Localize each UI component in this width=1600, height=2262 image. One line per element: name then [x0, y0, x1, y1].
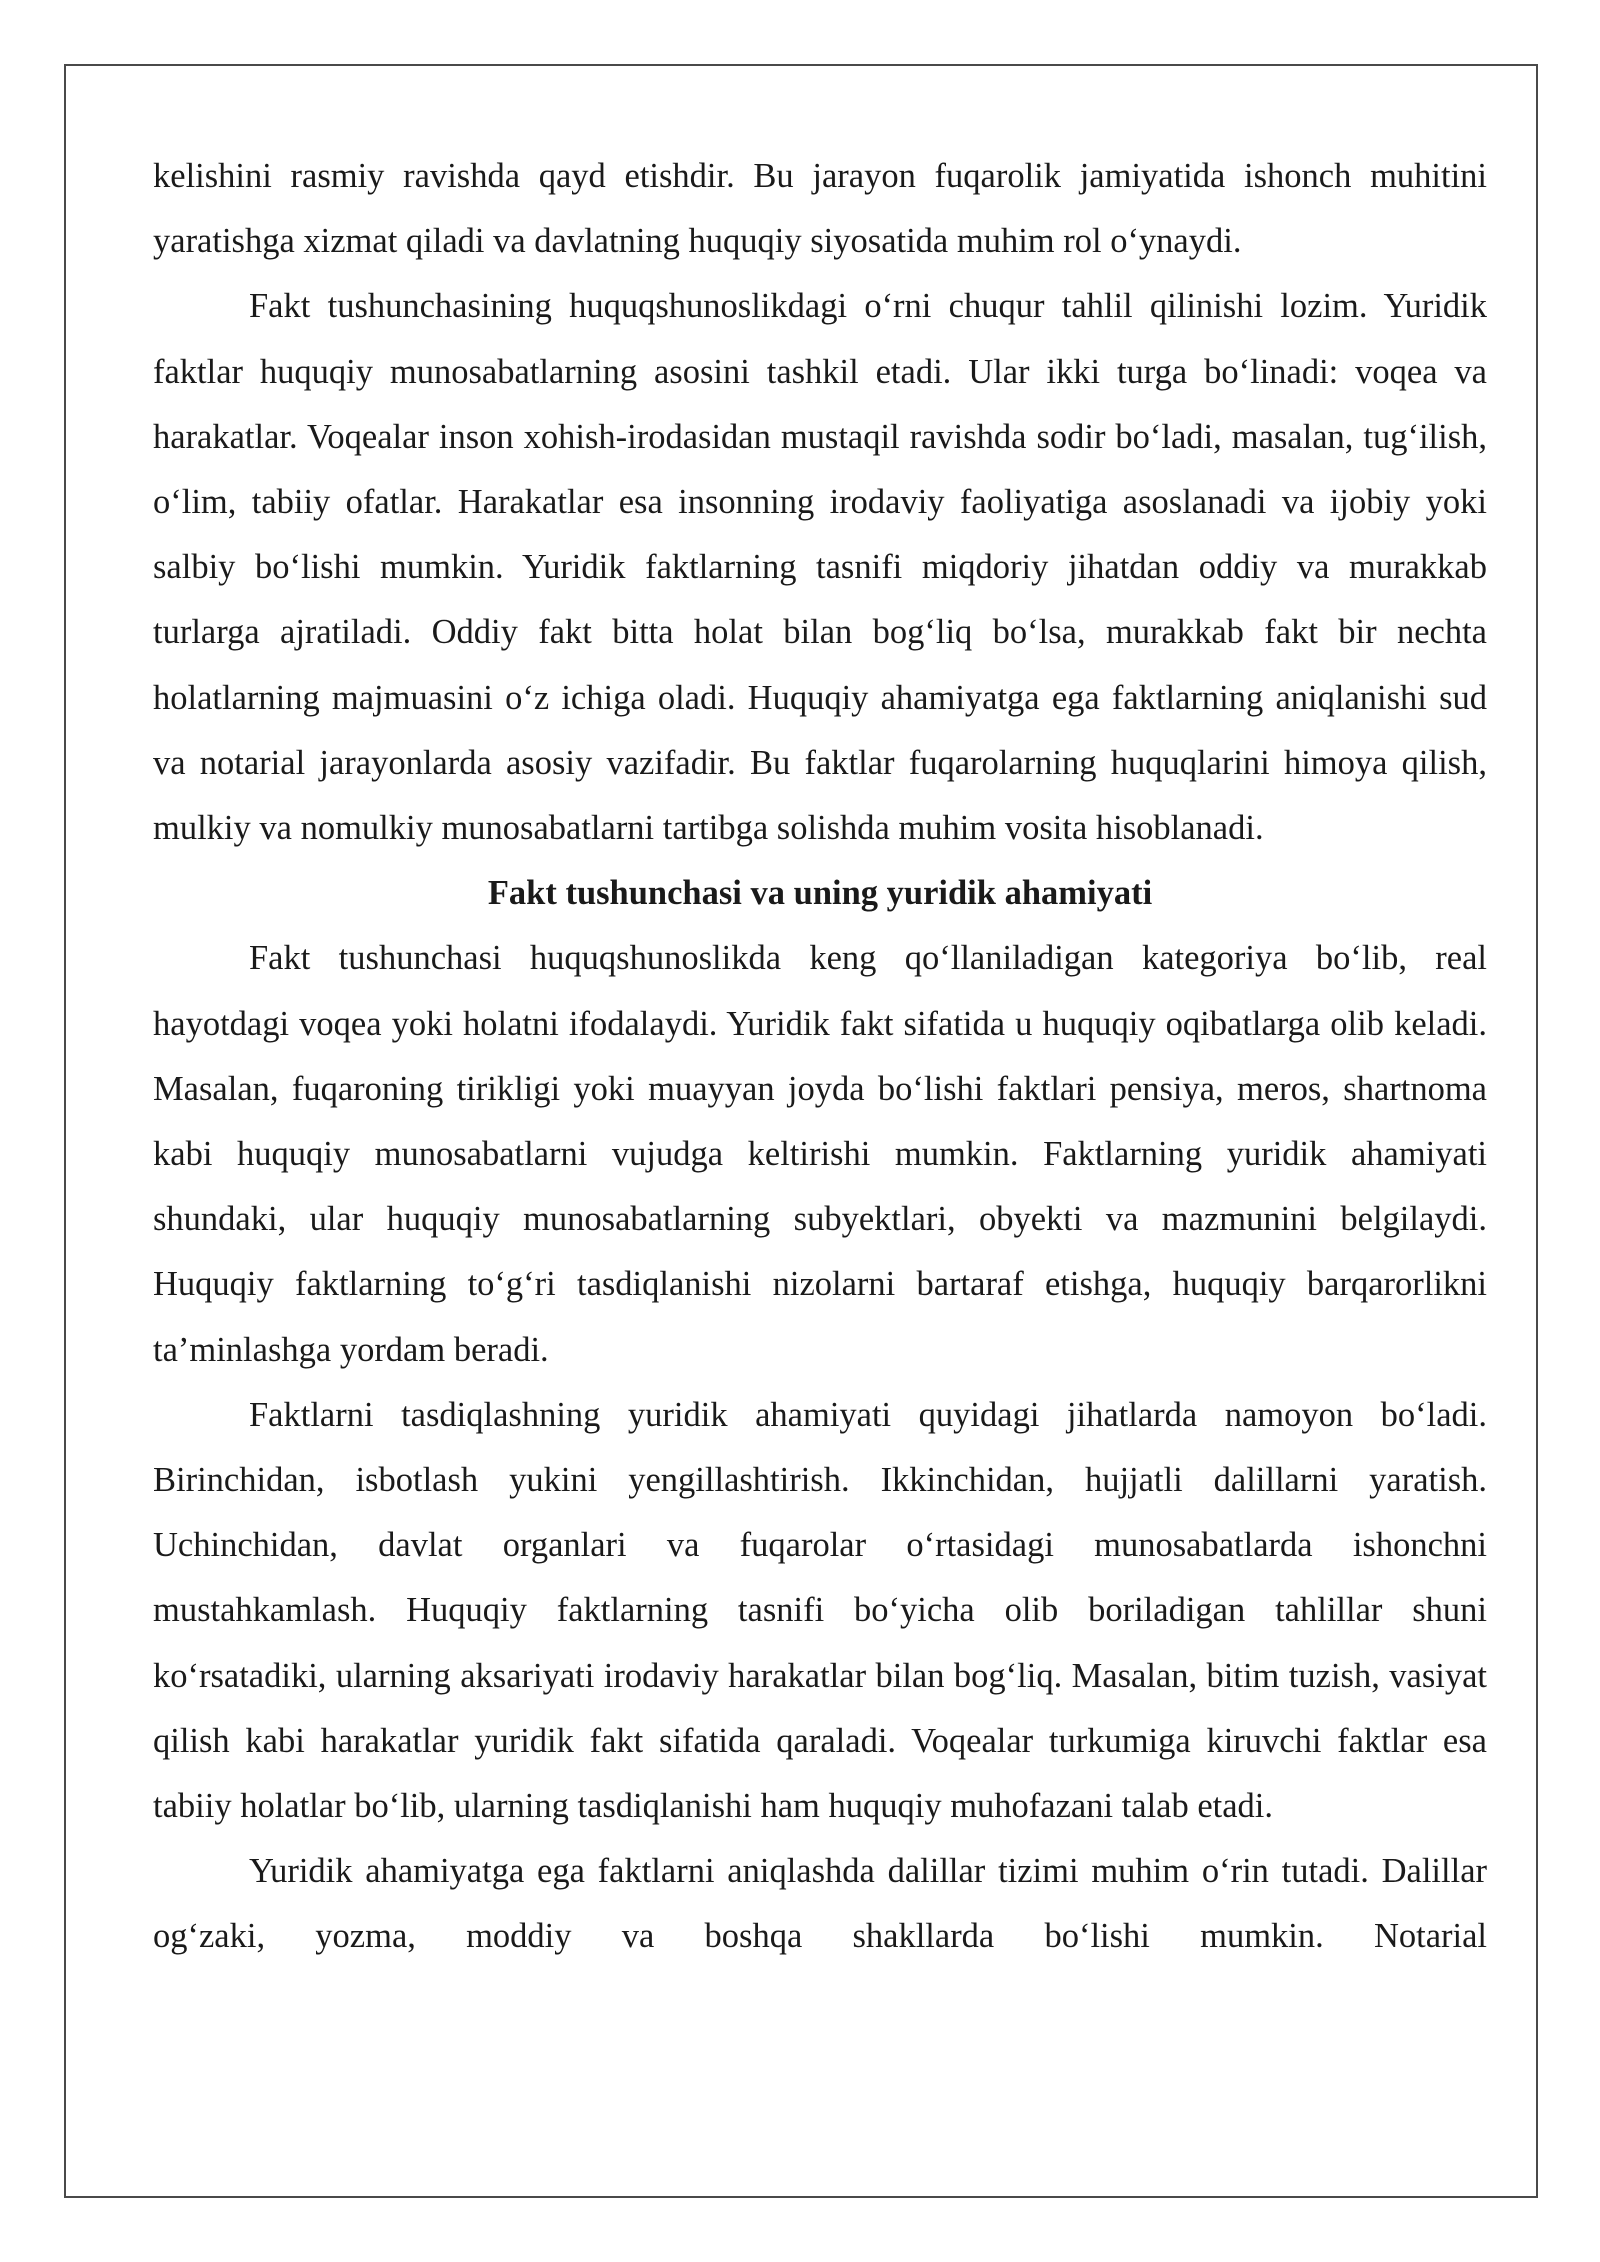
paragraph-3: Fakt tushunchasi huquqshunoslikda keng qo‘llaniladigan kategoriya bo‘lib, real hayotdagi voqea yoki holatni ifodalaydi. Yuridik fakt sifatida u huquqiy oqibatlarga olib keladi. Masalan, fuqaroning tirikligi yoki muayyan joyda bo‘lishi faktlari pensiya, meros, shartnoma kabi huquqiy munosabatlarni vujudga keltirishi mumkin. Faktlarning yuridik ahamiyati shundaki, ular huquqiy munosabatlarning subyektlari, obyekti va mazmunini belgilaydi. Huquqiy faktlarning to‘g‘ri tasdiqlanishi nizolarni bartaraf etishga, huquqiy barqarorlikni ta’minlashga yordam beradi. [153, 939, 1487, 1369]
paragraph-4: Faktlarni tasdiqlashning yuridik ahamiyati quyidagi jihatlarda namoyon bo‘ladi. Birinchidan, isbotlash yukini yengillashtirish. Ikkinchidan, hujjatli dalillarni yaratish. Uchinchidan, davlat organlari va fuqarolar o‘rtasidagi munosabatlarda ishonchni mustahkamlash. Huquqiy faktlarning tasnifi bo‘yicha olib boriladigan tahlillar shuni ko‘rsatadiki, ularning aksariyati irodaviy harakatlar bilan bog‘liq. Masalan, bitim tuzish, vasiyat qilish kabi harakatlar yuridik fakt sifatida qaraladi. Voqealar turkumiga kiruvchi faktlar esa tabiiy holatlar bo‘lib, ularning tasdiqlanishi ham huquqiy muhofazani talab etadi. [153, 1395, 1487, 1826]
paragraph-5: Yuridik ahamiyatga ega faktlarni aniqlashda dalillar tizimi muhim o‘rin tutadi. Dalillar og‘zaki, yozma, moddiy va boshqa shakllarda bo‘lishi mumkin. Notarial [153, 1852, 1487, 1956]
document-body [153, 144, 1487, 1970]
section-heading: Fakt tushunchasi va uning yuridik ahamiyati [487, 874, 1153, 913]
paragraph-2: Fakt tushunchasining huquqshunoslikdagi o‘rni chuqur tahlil qilinishi lozim. Yuridik faktlar huquqiy munosabatlarning asosini tashkil etadi. Ular ikki turga bo‘linadi: voqea va harakatlar. Voqealar inson xohish-irodasidan mustaqil ravishda sodir bo‘ladi, masalan, tug‘ilish, o‘lim, tabiiy ofatlar. Harakatlar esa insonning irodaviy faoliyatiga asoslanadi va ijobiy yoki salbiy bo‘lishi mumkin. Yuridik faktlarning tasnifi miqdoriy jihatdan oddiy va murakkab turlarga ajratiladi. Oddiy fakt bitta holat bilan bog‘liq bo‘lsa, murakkab fakt bir nechta holatlarning majmuasini o‘z ichiga oladi. Huquqiy ahamiyatga ega faktlarning aniqlanishi sud va notarial jarayonlarda asosiy vazifadir. Bu faktlar fuqarolarning huquqlarini himoya qilish, mulkiy va nomulkiy munosabatlarni tartibga solishda muhim vosita hisoblanadi. [153, 287, 1487, 848]
paragraph-1: kelishini rasmiy ravishda qayd etishdir. Bu jarayon fuqarolik jamiyatida ishonch muhitini yaratishga xizmat qiladi va davlatning huquqiy siyosatida muhim rol o‘ynaydi. [153, 157, 1487, 261]
